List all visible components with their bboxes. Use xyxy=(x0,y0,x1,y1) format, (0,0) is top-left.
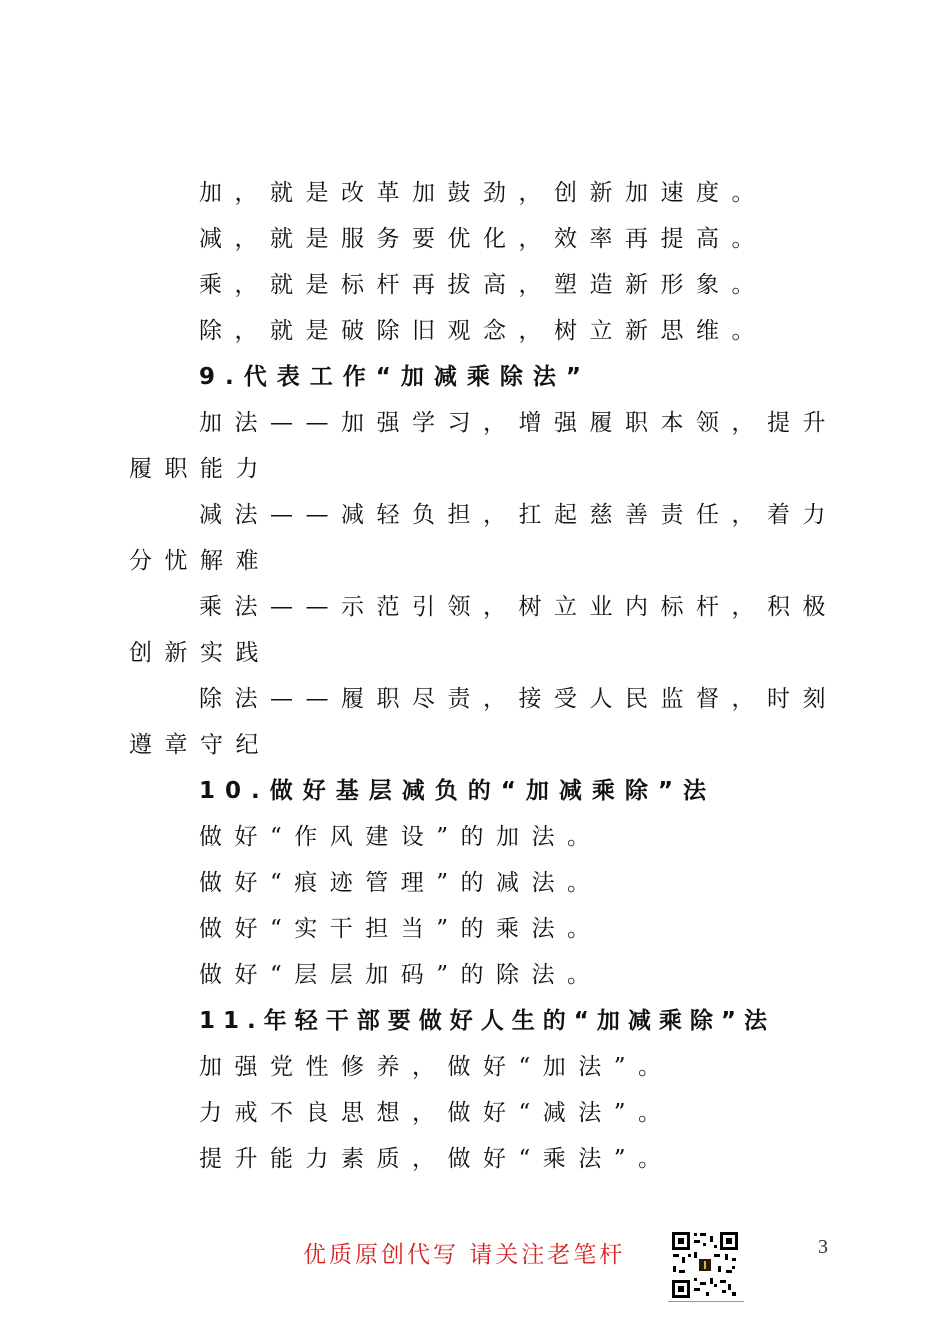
body-line: 加，就是改革加鼓劲，创新加速度。 xyxy=(199,180,767,206)
body-line: 做好“层层加码”的除法。 xyxy=(199,962,603,988)
body-line: 做好“作风建设”的加法。 xyxy=(199,824,603,850)
qr-code-icon[interactable] xyxy=(670,1230,740,1300)
body-line: 创新实践 xyxy=(129,640,271,666)
body-line: 乘，就是标杆再拔高，塑造新形象。 xyxy=(199,272,767,298)
body-line: 加强党性修养，做好“加法”。 xyxy=(199,1054,674,1080)
page-number: 3 xyxy=(818,1236,828,1258)
body-line: 减，就是服务要优化，效率再提高。 xyxy=(199,226,767,252)
body-line: 加法——加强学习，增强履职本领，提升 xyxy=(199,410,838,436)
promo-footer-text: 优质原创代写 请关注老笔杆 xyxy=(303,1242,626,1268)
section-heading: 10.做好基层减负的“加减乘除”法 xyxy=(199,778,716,804)
body-line: 力戒不良思想，做好“减法”。 xyxy=(199,1100,674,1126)
body-line: 乘法——示范引领，树立业内标杆，积极 xyxy=(199,594,838,620)
body-line: 除法——履职尽责，接受人民监督，时刻 xyxy=(199,686,838,712)
body-line: 除，就是破除旧观念，树立新思维。 xyxy=(199,318,767,344)
body-line: 减法——减轻负担，扛起慈善责任，着力 xyxy=(199,502,838,528)
body-line: 做好“痕迹管理”的减法。 xyxy=(199,870,603,896)
body-line: 做好“实干担当”的乘法。 xyxy=(199,916,603,942)
body-line: 遵章守纪 xyxy=(129,732,271,758)
divider xyxy=(668,1301,744,1302)
section-heading: 9.代表工作“加减乘除法” xyxy=(199,364,591,390)
body-line: 提升能力素质，做好“乘法”。 xyxy=(199,1146,674,1172)
body-line: 履职能力 xyxy=(129,456,271,482)
body-line: 分忧解难 xyxy=(129,548,271,574)
section-heading: 11.年轻干部要做好人生的“加减乘除”法 xyxy=(199,1008,775,1034)
